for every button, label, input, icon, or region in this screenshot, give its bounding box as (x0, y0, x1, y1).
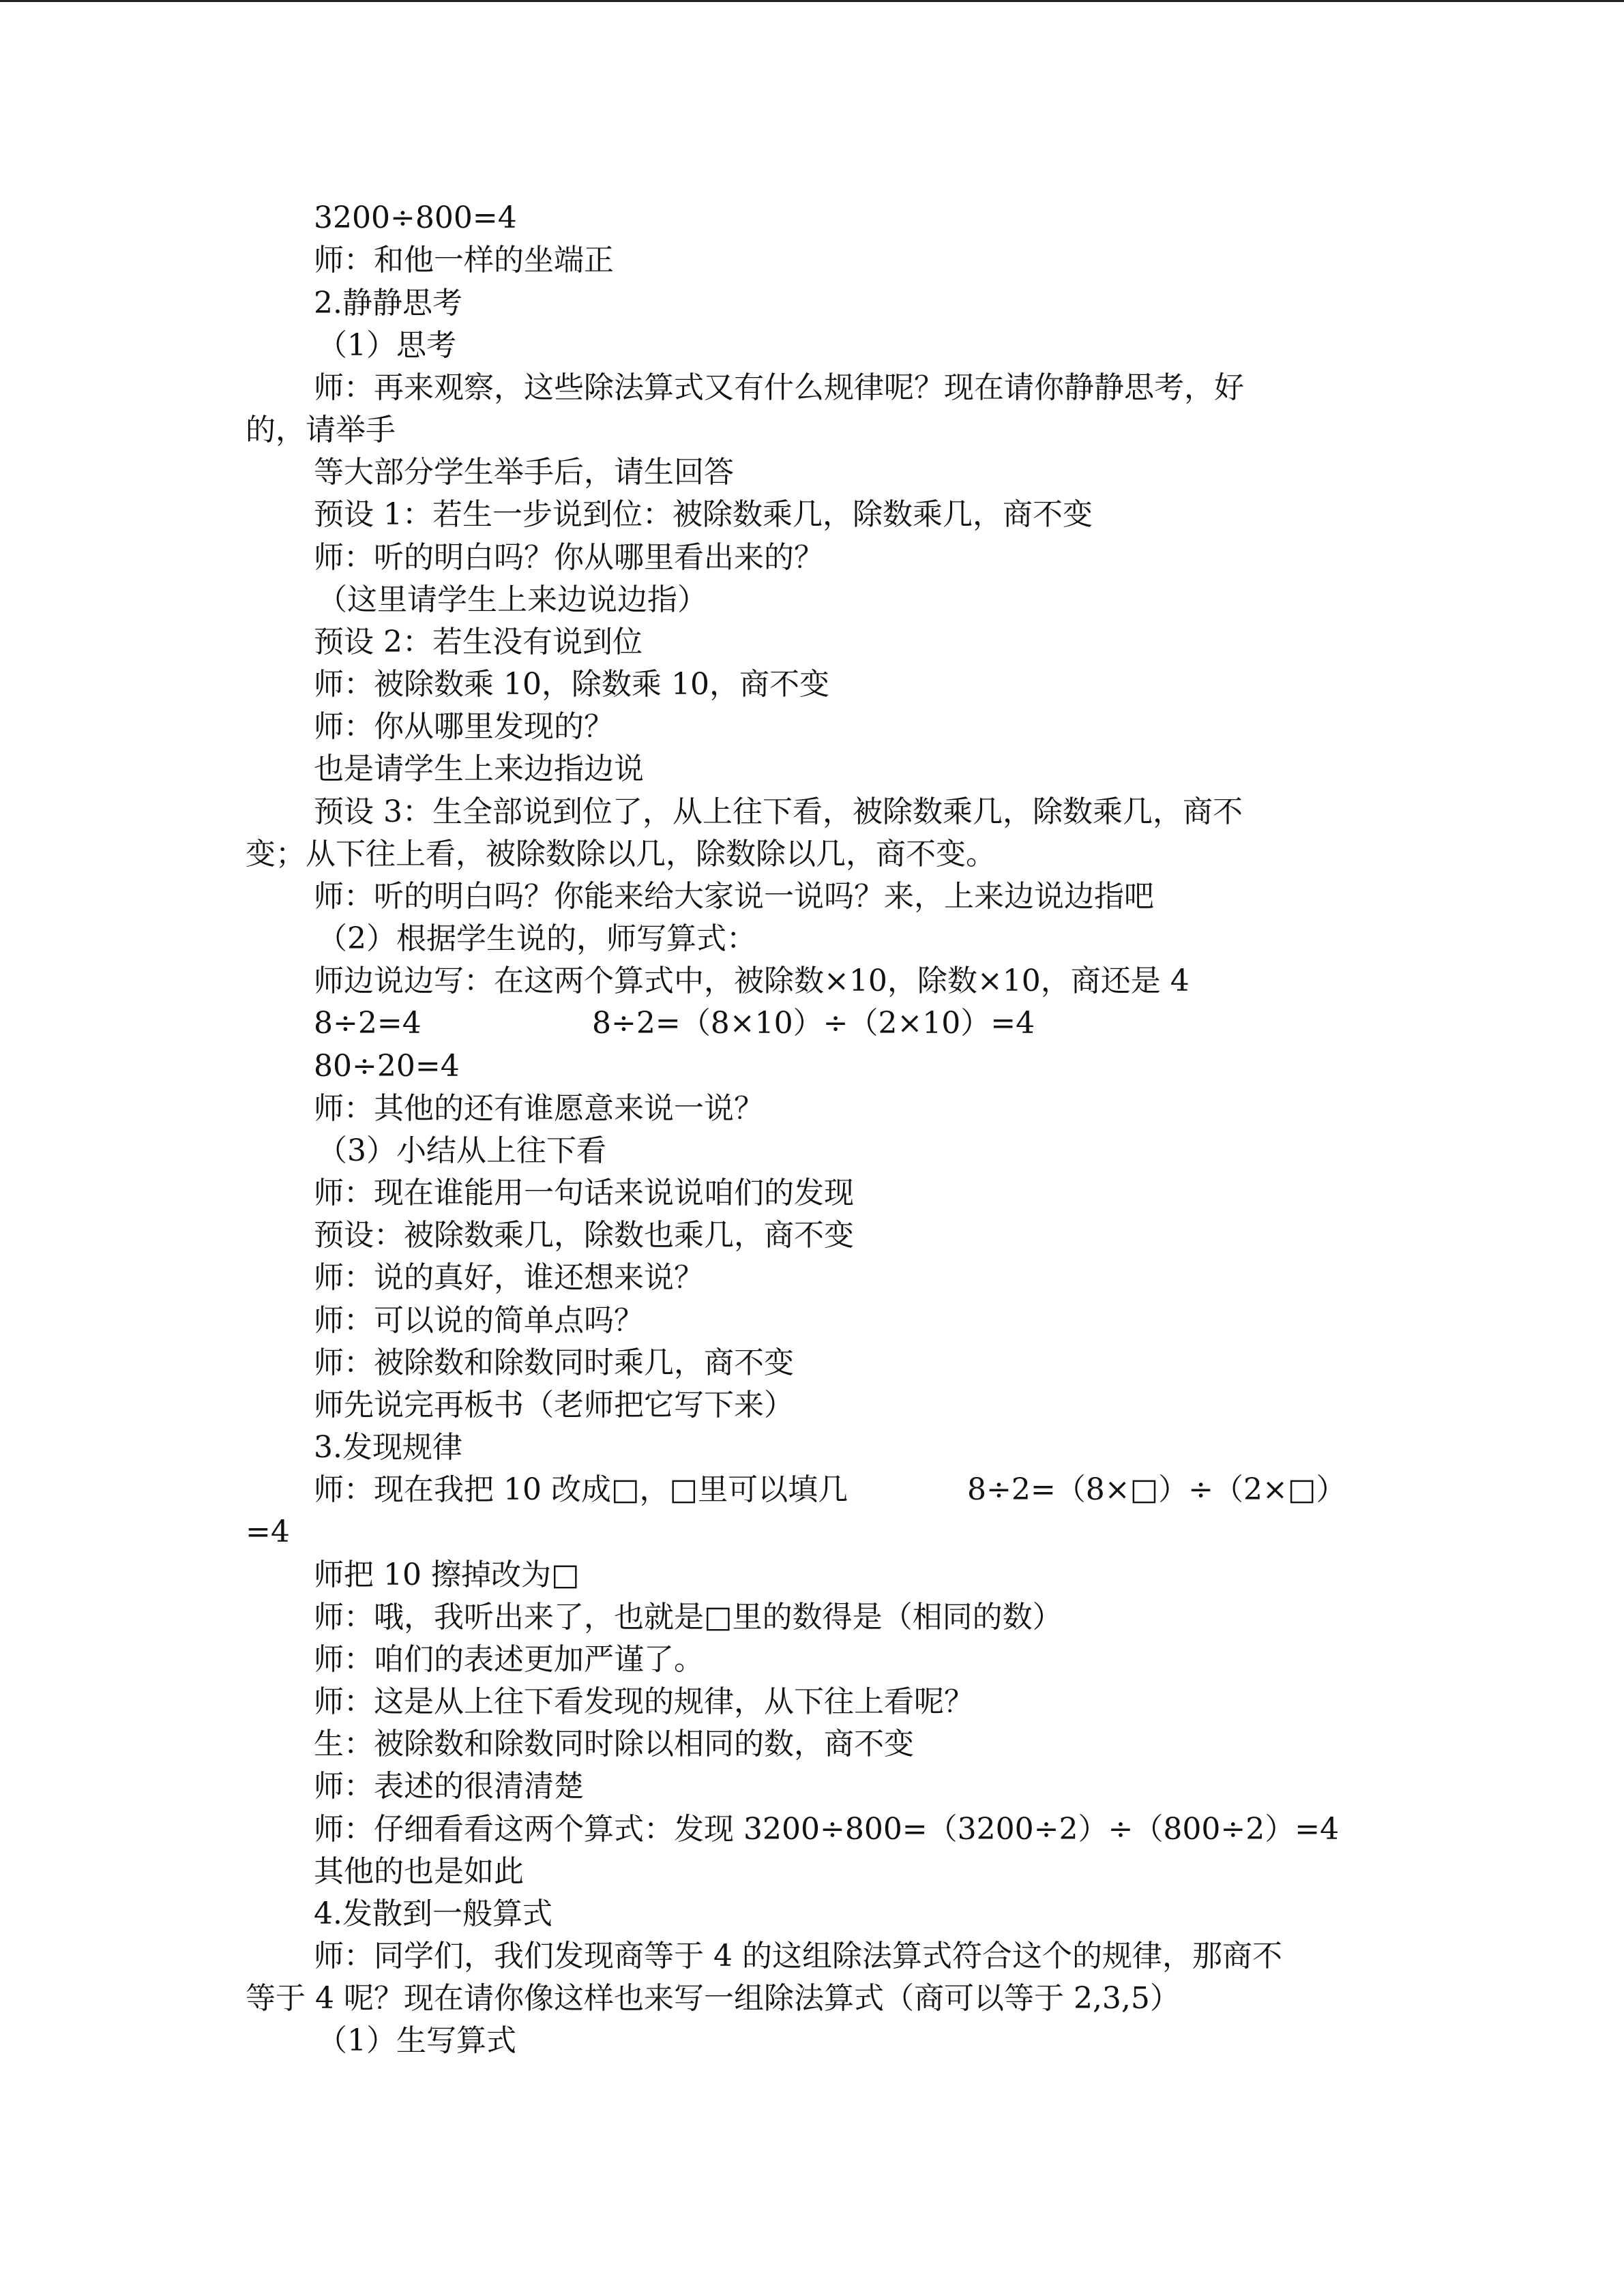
text-line: 师：现在我把 10 改成□，□里可以填几 (314, 1472, 848, 1507)
text-line: 师：说的真好，谁还想来说？ (314, 1260, 704, 1295)
text-line: 师：同学们，我们发现商等于 4 的这组除法算式符合这个的规律，那商不 (314, 1939, 1282, 1973)
text-line: 师：这是从上往下看发现的规律，从下往上看呢？ (314, 1684, 974, 1719)
subsection-heading: （3）小结从上往下看 (317, 1133, 606, 1168)
text-line: 师：仔细看看这两个算式：发现 3200÷800=（3200÷2）÷（800÷2）=4 (314, 1812, 1340, 1847)
text-line: 师：咱们的表述更加严谨了。 (314, 1642, 704, 1677)
text-line: 等于 4 呢？现在请你像这样也来写一组除法算式（商可以等于 2,3,5） (246, 1981, 1180, 2016)
text-line: 师：哦，我听出来了，也就是□里的数得是（相同的数） (314, 1600, 1063, 1635)
text-line: 的，请举手 (246, 413, 396, 447)
section-heading: 3.发现规律 (314, 1430, 462, 1465)
subsection-heading: （1）思考 (317, 328, 456, 363)
text-line: 师：其他的还有谁愿意来说一说？ (314, 1091, 764, 1126)
text-line: 师：可以说的简单点吗？ (314, 1303, 644, 1338)
text-line: 也是请学生上来边指边说 (314, 751, 644, 786)
text-line: （这里请学生上来边说边指） (317, 582, 707, 617)
text-line: 预设 1：若生一步说到位：被除数乘几，除数乘几，商不变 (314, 497, 1093, 532)
text-line: 生：被除数和除数同时除以相同的数，商不变 (314, 1727, 914, 1761)
text-line: 师：听的明白吗？你从哪里看出来的？ (314, 540, 824, 575)
text-line: 师把 10 擦掉改为□ (314, 1557, 580, 1592)
text-line: 师：再来观察，这些除法算式又有什么规律呢？现在请你静静思考，好 (314, 370, 1244, 405)
text-line: 等大部分学生举手后，请生回答 (314, 455, 734, 490)
equation: 8÷2=（8×□）÷（2×□） (967, 1472, 1346, 1507)
text-line: 师：和他一样的坐端正 (314, 243, 614, 278)
text-line: 变；从下往上看，被除数除以几，除数除以几，商不变。 (246, 837, 996, 871)
text-line: 师：你从哪里发现的？ (314, 709, 614, 744)
text-line: 师：现在谁能用一句话来说说咱们的发现 (314, 1176, 854, 1210)
subsection-heading: （1）生写算式 (317, 2023, 516, 2058)
section-heading: 2.静静思考 (314, 286, 462, 320)
text-line: 预设 3：生全部说到位了，从上往下看，被除数乘几，除数乘几，商不 (314, 794, 1243, 829)
text-line: 预设 2：若生没有说到位 (314, 625, 643, 659)
text-line: 其他的也是如此 (314, 1854, 524, 1889)
text-line: 师边说边写：在这两个算式中，被除数×10，除数×10，商还是 4 (314, 964, 1190, 998)
text-line: 3200÷800=4 (314, 200, 517, 235)
text-line: 师：听的明白吗？你能来给大家说一说吗？来，上来边说边指吧 (314, 879, 1154, 914)
equation: 80÷20=4 (314, 1049, 460, 1084)
subsection-heading: （2）根据学生说的，师写算式： (317, 921, 756, 956)
text-line: 师：被除数乘 10，除数乘 10，商不变 (314, 667, 829, 702)
text-line: 师：表述的很清清楚 (314, 1769, 584, 1804)
text-line: 师：被除数和除数同时乘几，商不变 (314, 1345, 794, 1380)
equation: 8÷2=4 (314, 1006, 422, 1041)
equation: =4 (246, 1515, 290, 1549)
text-line: 预设：被除数乘几，除数也乘几，商不变 (314, 1218, 854, 1253)
section-heading: 4.发散到一般算式 (314, 1896, 552, 1931)
equation: 8÷2=（8×10）÷（2×10）=4 (592, 1006, 1035, 1041)
text-line: 师先说完再板书（老师把它写下来） (314, 1388, 794, 1422)
